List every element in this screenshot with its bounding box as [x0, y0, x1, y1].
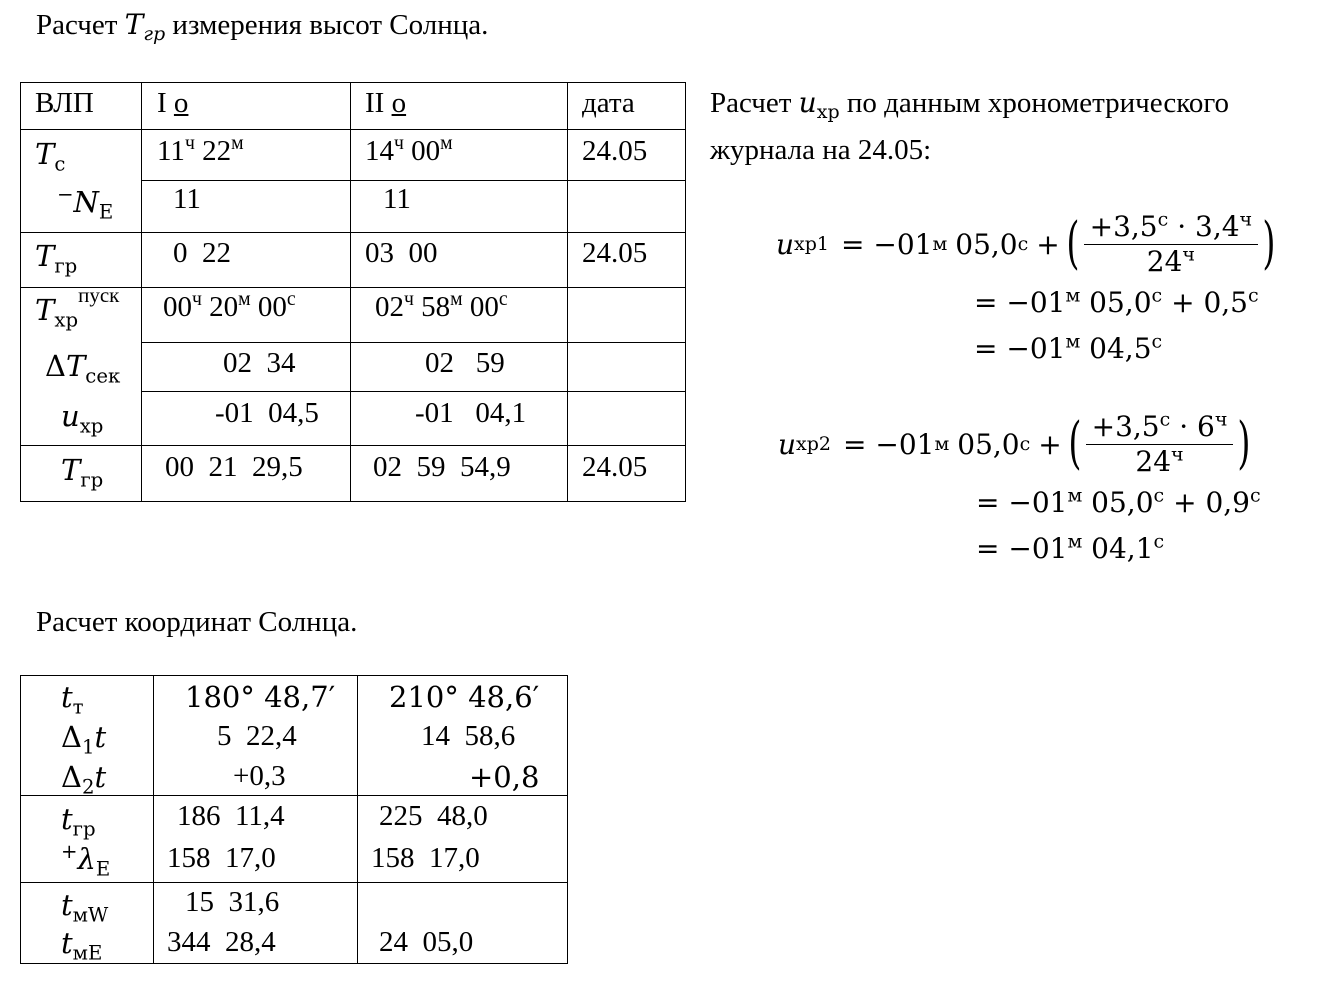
tgr-second: 225 48,0 [379, 800, 488, 832]
d2t-second: +0,8 [469, 760, 540, 794]
tgr-second: 03 00 [365, 237, 438, 269]
header-first: I o [157, 87, 189, 119]
uxp-first: -01 04,5 [215, 397, 319, 429]
tgr-first: 186 11,4 [177, 800, 285, 832]
label-lambda: $^+\lambda_E$ [61, 840, 111, 881]
equation-1-line2: = $-01^м$ $05,0^с + 0,5^с$ [974, 284, 1259, 319]
equation-1: u хр1 = −01 м 05,0 с + ( $\frac{+3,5^с \cdot 3,4^ч}{24^ч}$ ) [776, 208, 1276, 278]
dt-second: 02 59 [425, 347, 505, 379]
equation-2-line2: = $-01^м$ $05,0^с + 0,9^с$ [976, 484, 1261, 519]
ne-second: 11 [383, 183, 411, 215]
sun-heights-table [20, 82, 686, 502]
label-d2t: $\Delta_2t$ [61, 760, 107, 799]
equation-1-line3: = $-01^м$ $04,5^с$ [974, 330, 1163, 365]
label-tgr-final: $T_{гр}$ [61, 453, 104, 492]
title-var: $T_{гр}$ [124, 8, 166, 46]
label-uxp: $u_{хр}$ [61, 399, 104, 438]
label-tt: $t_т$ [61, 680, 84, 719]
coords-title: Расчет координат Солнца. [36, 606, 358, 638]
d1t-first: 5 22,4 [217, 720, 297, 752]
tgr-final-first: 00 21 29,5 [165, 451, 303, 483]
tc-first: $11^ч$ $22^м$ [157, 132, 244, 167]
label-dtsek: $\Delta T_{сек}$ [45, 349, 121, 388]
tt-first: 180° 48,7′ [185, 680, 336, 714]
label-tgr: $t_{гр}$ [61, 802, 96, 841]
d2t-first: +0,3 [233, 760, 286, 792]
label-tc: $T_с$ [35, 137, 66, 176]
label-tmw: $t_{мW}$ [61, 888, 109, 927]
tmw-first: 15 31,6 [185, 886, 280, 918]
tgr-final-date: 24.05 [582, 451, 648, 483]
equation-2: u хр2 = −01 м 05,0 с + ( $\frac{+3,5^с \cdot 6^ч}{24^ч}$ ) [778, 408, 1251, 478]
title-prefix: Расчет [36, 9, 118, 41]
label-tme: $t_{мE}$ [61, 926, 103, 965]
tc-second: $14^ч$ $00^м$ [365, 132, 453, 167]
tme-second: 24 05,0 [379, 926, 474, 958]
header-date: дата [582, 87, 635, 119]
tgr-final-second: 02 59 54,9 [373, 451, 511, 483]
tc-date: 24.05 [582, 135, 648, 167]
sun-coords-table [20, 675, 568, 964]
equation-1-fraction: $\frac{+3,5^с \cdot 3,4^ч}{24^ч}$ [1084, 210, 1259, 278]
equation-2-fraction: $\frac{+3,5^с \cdot 6^ч}{24^ч}$ [1086, 410, 1234, 478]
ne-first: 11 [173, 183, 201, 215]
lambda-first: 158 17,0 [167, 842, 276, 874]
header-second: II o [365, 87, 407, 119]
label-txp: $T_{хр}^{пуск}$ [35, 283, 120, 332]
title-suffix: измерения высот Солнца. [172, 9, 489, 41]
uxp-second: -01 04,1 [415, 397, 527, 429]
tgr-date: 24.05 [582, 237, 648, 269]
d1t-second: 14 58,6 [421, 720, 516, 752]
chrono-heading-line1: Расчет $u_{хр}$ по данным хронометрического [710, 86, 1229, 124]
lambda-second: 158 17,0 [371, 842, 480, 874]
chrono-heading-line2: журнала на 24.05: [710, 134, 932, 166]
header-vlp: ВЛП [35, 87, 94, 119]
tt-second: 210° 48,6′ [389, 680, 540, 714]
label-d1t: $\Delta_1t$ [61, 720, 107, 759]
label-tgr: $T_{гр}$ [35, 239, 78, 278]
txp-first: $00^ч$ $20^м$ $00^с$ [163, 288, 296, 323]
sun-heights-title [36, 8, 489, 46]
tme-first: 344 28,4 [167, 926, 276, 958]
dt-first: 02 34 [223, 347, 296, 379]
txp-second: $02^ч$ $58^м$ $00^с$ [375, 288, 508, 323]
equation-2-line3: = $-01^м$ $04,1^с$ [976, 530, 1165, 565]
tgr-first: 0 22 [173, 237, 231, 269]
label-ne: $^-N_E$ [57, 183, 114, 224]
